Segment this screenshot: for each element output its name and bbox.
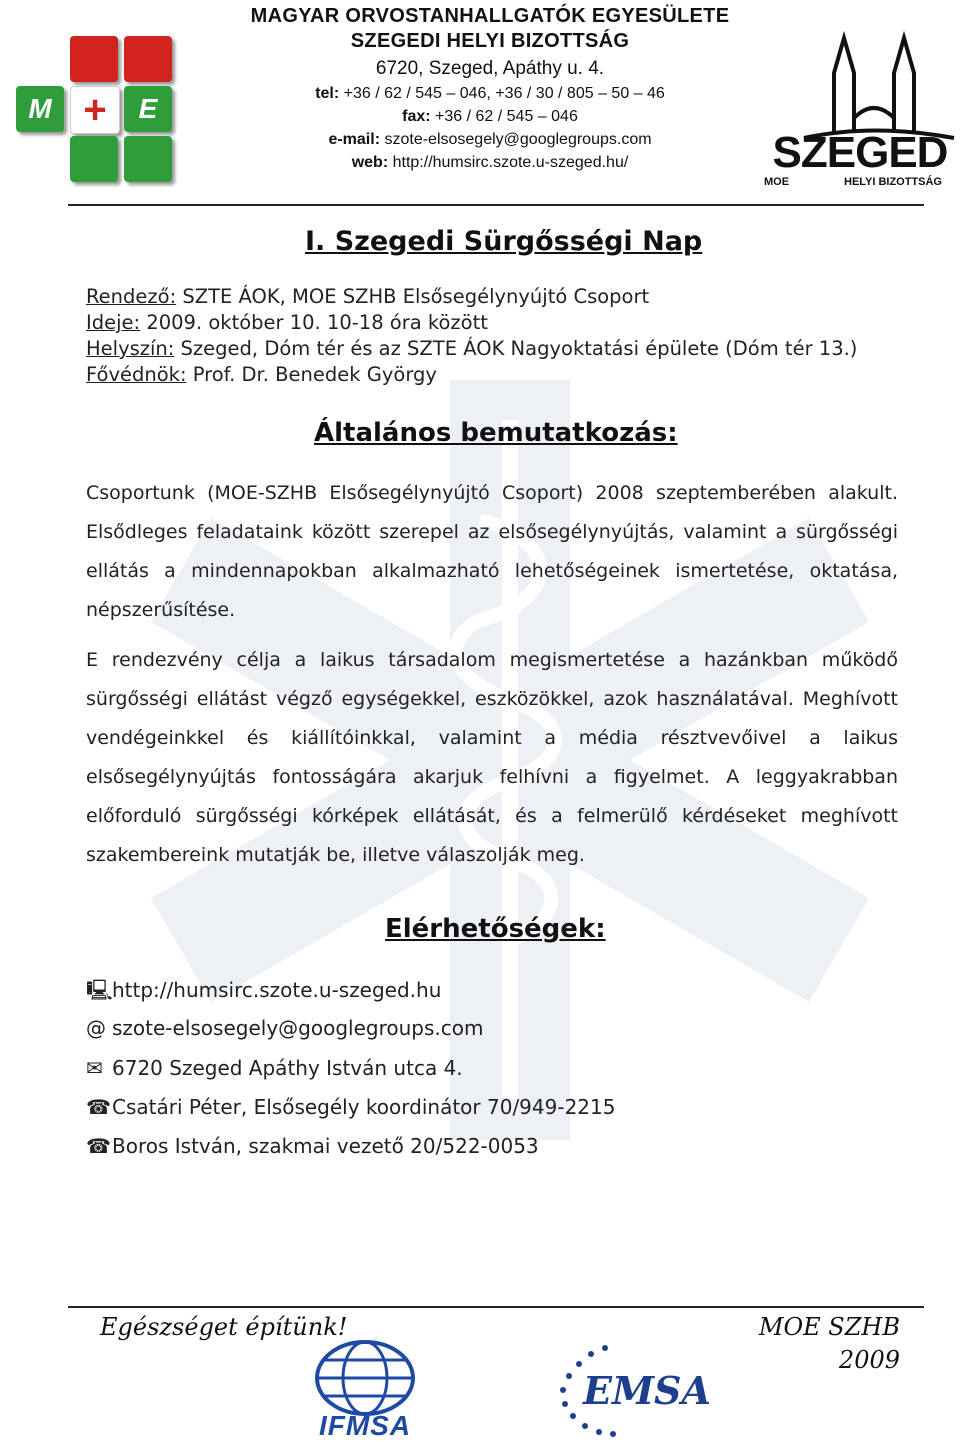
footer-org: MOE SZHB: [758, 1313, 900, 1341]
org-name-line1: MAGYAR ORVOSTANHALLGATÓK EGYESÜLETE: [250, 5, 730, 27]
moe-letter-e: E: [124, 86, 172, 132]
meta-patron: [86, 362, 437, 388]
org-address: 6720, Szeged, Apáthy u. 4.: [375, 58, 605, 79]
page-title: I. Szegedi Sürgősségi Nap: [305, 226, 703, 257]
moe-letter-m: M: [16, 86, 64, 132]
szeged-logo: [764, 28, 956, 193]
contact-text[interactable]: http://humsirc.szote.u-szeged.hu: [112, 978, 442, 1002]
intro-heading: Általános bemutatkozás:: [314, 418, 678, 448]
contacts-heading: Elérhetőségek:: [385, 914, 606, 944]
meta-organizer: [86, 284, 649, 310]
computer-icon: 🖳: [86, 978, 113, 1002]
meta-value: SZTE ÁOK, MOE SZHB Elsősegélynyújtó Csoport: [176, 285, 650, 308]
moe-logo: [10, 36, 180, 186]
contact-text: Boros István, szakmai vezető 20/522-0053: [112, 1134, 539, 1158]
fax-value: +36 / 62 / 545 – 046: [435, 108, 578, 125]
org-fax: [200, 105, 780, 128]
meta-value: 2009. október 10. 10-18 óra között: [140, 311, 488, 334]
ifmsa-globe-icon: [310, 1338, 420, 1418]
contact-website: [86, 977, 441, 1003]
email-label: e-mail:: [328, 131, 381, 148]
phone-icon: ☎: [86, 1095, 111, 1119]
meta-value: Szeged, Dóm tér és az SZTE ÁOK Nagyoktatási épülete (Dóm tér 13.): [174, 337, 858, 360]
org-web: [200, 151, 780, 174]
footer-slogan: Egészséget építünk!: [100, 1313, 348, 1341]
contact-phone-2: [86, 1133, 539, 1159]
intro-paragraph-1: Csoportunk (MOE-SZHB Elsősegélynyújtó Csoport) 2008 szeptemberében alakult. Elsődleges feladataink között szerepel az elsősegélynyújtás, valamint a sürgősségi ellátás a mindennapokban alkalmazható lehetőségeinek ismertetése, oktatása, népszerűsítése.: [86, 482, 898, 621]
contact-email: [86, 1015, 483, 1041]
meta-label: Rendező:: [86, 285, 177, 308]
szeged-moe-label: MOE: [764, 176, 790, 188]
meta-date: [86, 310, 488, 336]
meta-value: Prof. Dr. Benedek György: [186, 363, 437, 386]
tel-value: +36 / 62 / 545 – 046, +36 / 30 / 805 – 50 – 46: [343, 85, 665, 102]
contact-text: 6720 Szeged Apáthy István utca 4.: [112, 1056, 463, 1080]
tel-label: tel:: [315, 85, 340, 102]
meta-label: Helyszín:: [86, 337, 175, 360]
web-value[interactable]: http://humsirc.szote.u-szeged.hu/: [392, 154, 629, 171]
at-icon: @: [86, 1016, 106, 1040]
org-tel: [200, 82, 780, 105]
phone-icon: ☎: [86, 1134, 111, 1158]
header-divider: [68, 204, 924, 206]
email-value[interactable]: szote-elsosegely@googlegroups.com: [384, 131, 652, 148]
emsa-logo: [555, 1340, 711, 1440]
org-email: [200, 128, 780, 151]
meta-label: Ideje:: [86, 311, 141, 334]
fax-label: fax:: [402, 108, 431, 125]
footer-year: 2009: [838, 1346, 900, 1374]
contact-phone-1: [86, 1094, 615, 1120]
meta-venue: [86, 336, 857, 362]
contact-address: [86, 1055, 463, 1081]
footer-divider: [68, 1306, 924, 1308]
intro-paragraph-2: E rendezvény célja a laikus társadalom megismertetése a hazánkban működő sürgősségi ellátást végző egységekkel, eszközökkel, azok használatával. Meghívott vendégeinkkel és kiállítóinkkal, valamint a média résztvevőivel a laikus elsősegélynyújtás fontosságára akarjuk felhívni a figyelmet. A leggyakrabban előforduló sürgősségi kórképek ellátását, és a felmerülő kérdéseket meghívott szakembereink mutatják be, illetve válaszolják meg.: [86, 649, 898, 866]
emsa-wordmark: EMSA: [583, 1368, 711, 1413]
meta-label: Fővédnök:: [86, 363, 187, 386]
szeged-wordmark: SZEGED: [772, 128, 948, 177]
org-header: [200, 4, 780, 174]
szeged-hb-label: HELYI BIZOTTSÁG: [844, 176, 942, 188]
contact-text: Csatári Péter, Elsősegély koordinátor 70/949-2215: [112, 1095, 616, 1119]
web-label: web:: [351, 154, 389, 171]
envelope-icon: ✉: [86, 1056, 103, 1080]
org-name-line2: SZEGEDI HELYI BIZOTTSÁG: [350, 30, 630, 52]
ifmsa-logo: [290, 1338, 440, 1442]
moe-cross-icon: +: [70, 86, 120, 134]
contact-text[interactable]: szote-elsosegely@googlegroups.com: [112, 1016, 484, 1040]
ifmsa-wordmark: IFMSA: [318, 1410, 412, 1441]
